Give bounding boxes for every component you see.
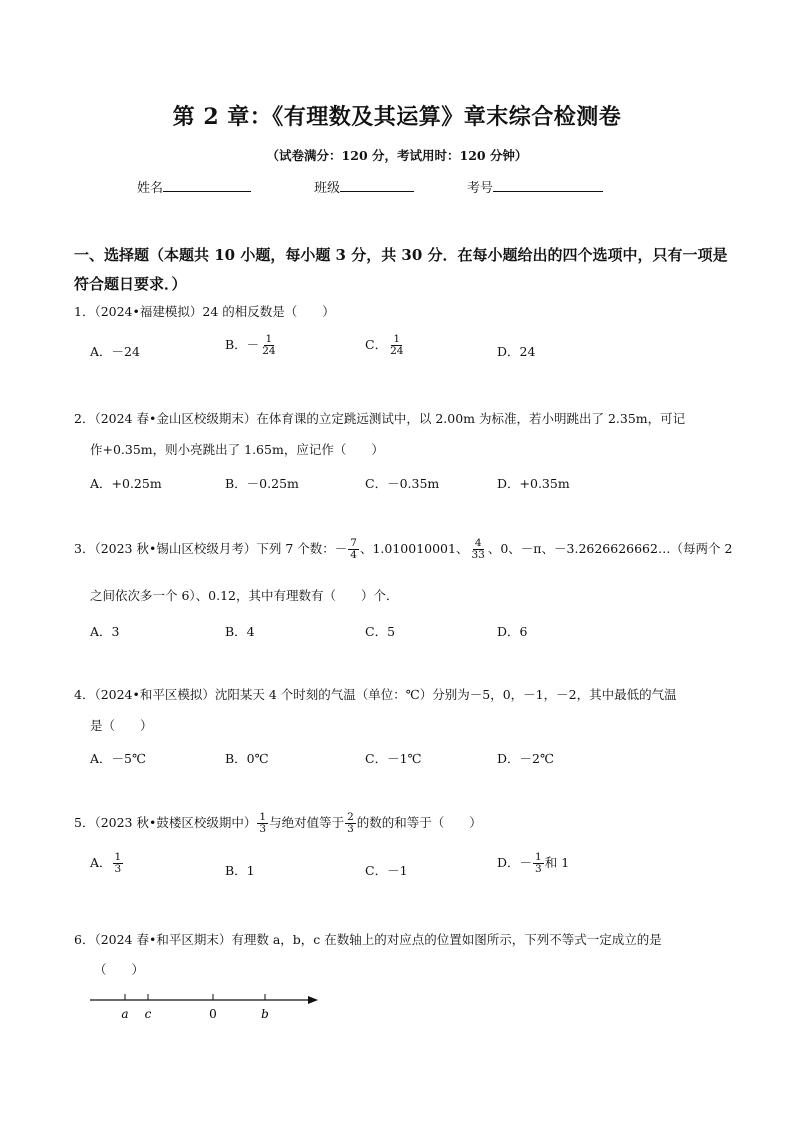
denominator: 3 [114,863,122,875]
question-text: 与绝对值等于 [269,815,345,830]
question-text: 、1.010010001、 [359,541,469,556]
q5-option-b: B．1 [225,863,255,878]
question-number: 2． [74,411,95,426]
class-label: 班级 [314,181,341,196]
option-tail: 和 1 [544,855,570,870]
option-label: A． [90,855,112,870]
fraction [260,334,277,357]
name-blank [163,178,251,192]
question-number: 6． [74,932,95,947]
denominator: 4 [350,549,357,561]
numerator: 1 [393,333,401,345]
option-label: D．－ [497,855,533,870]
fraction [113,852,124,875]
question-text: （2024•和平区模拟）沈阳某天 4 个时刻的气温（单位：℃）分别为－5，0，－1，－2，其中最低的气温 [94,687,677,702]
question-number: 1． [74,304,95,319]
q2-option-c: C．－0.35m [365,476,440,491]
name-field [137,177,251,196]
exam-no-label: 考号 [467,181,494,196]
numerator: 1 [259,811,267,823]
exam-title: 第 2 章：《有理数及其运算》章末综合检测卷 [172,104,622,130]
denominator: 24 [262,345,276,357]
q1-option-a: A．－24 [90,344,140,359]
q2-option-d: D．+0.35m [497,476,570,491]
exam-no-blank [493,178,603,192]
fraction [348,538,359,561]
class-blank [340,178,414,192]
question-6-line-2: （ ） [94,962,145,977]
q1-option-c [365,334,406,357]
q2-option-a: A．+0.25m [90,476,162,491]
question-number: 4． [74,687,95,702]
number-line-figure [80,988,330,1028]
question-6-line-1 [74,931,662,949]
numerator: 1 [535,851,542,863]
label-a: a [121,1007,129,1021]
fraction [257,812,268,835]
question-text: （2023 秋•锡山区校级月考）下列 7 个数：－ [94,541,348,556]
question-1 [74,303,335,321]
fraction [469,538,486,561]
numerator: 1 [265,333,273,345]
q3-option-d: D．6 [497,624,528,639]
question-2-line-1 [74,410,685,428]
option-label: B．－ [225,337,260,352]
label-0: 0 [209,1007,217,1021]
label-b: b [261,1007,269,1021]
q5-option-d [497,852,569,875]
denominator: 3 [535,863,542,875]
numerator: 2 [347,811,354,823]
denominator: 33 [471,549,485,561]
question-5 [74,812,482,835]
exam-no-field [467,177,603,196]
q3-option-a: A．3 [90,624,120,639]
question-text: 、0、－π、－3.2626626662…（每两个 2 [487,541,733,556]
denominator: 3 [347,823,354,835]
label-c: c [144,1007,152,1021]
question-3-line-1 [74,538,732,561]
name-label: 姓名 [137,181,164,196]
fraction [533,852,544,875]
numerator: 7 [350,537,357,549]
option-label: C． [365,337,388,352]
q1-option-d: D．24 [497,344,536,359]
denominator: 24 [390,345,404,357]
question-4-line-1 [74,686,677,704]
question-4-line-2: 是（ ） [90,718,153,733]
question-2-line-2: 作+0.35m，则小亮跳出了 1.65m，应记作（ ） [90,442,384,457]
q1-option-b [225,334,279,357]
q2-option-b: B．－0.25m [225,476,299,491]
q5-option-a [90,852,124,875]
question-text: （2024 春•和平区期末）有理数 a，b，c 在数轴上的对应点的位置如图所示，下列不等式一定成立的是 [94,932,662,947]
fraction [388,334,405,357]
numerator: 4 [474,537,482,549]
denominator: 3 [259,823,267,835]
arrow-icon [308,996,318,1004]
exam-subtitle: （试卷满分：120 分，考试用时：120 分钟） [266,148,528,163]
q4-option-b: B．0℃ [225,751,269,766]
q4-option-a: A．－5℃ [90,751,146,766]
q3-option-c: C．5 [365,624,396,639]
numerator: 1 [114,851,122,863]
question-text: （2024 春•金山区校级期末）在体育课的立定跳远测试中，以 2.00m 为标准，若小明跳出了 2.35m，可记 [94,411,686,426]
question-3-line-2: 之间依次多一个 6）、0.12，其中有理数有（ ）个． [90,588,399,603]
question-number: 5． [74,815,95,830]
q5-option-c: C．－1 [365,863,408,878]
question-source: （2023 秋•鼓楼区校级期中） [94,815,257,830]
q4-option-d: D．－2℃ [497,751,554,766]
class-field [314,177,414,196]
q4-option-c: C．－1℃ [365,751,422,766]
q3-option-b: B．4 [225,624,255,639]
question-source: （2024•福建模拟） [94,304,203,319]
question-text: 的数的和等于（ ） [356,815,482,830]
question-number: 3． [74,541,95,556]
fraction [345,812,356,835]
question-stem: 24 的相反数是（ ） [202,304,335,319]
section-heading: 一、选择题（本题共 10 小题，每小题 3 分，共 30 分．在每小题给出的四个选项中，只有一项是符合题日要求．） [74,246,728,293]
